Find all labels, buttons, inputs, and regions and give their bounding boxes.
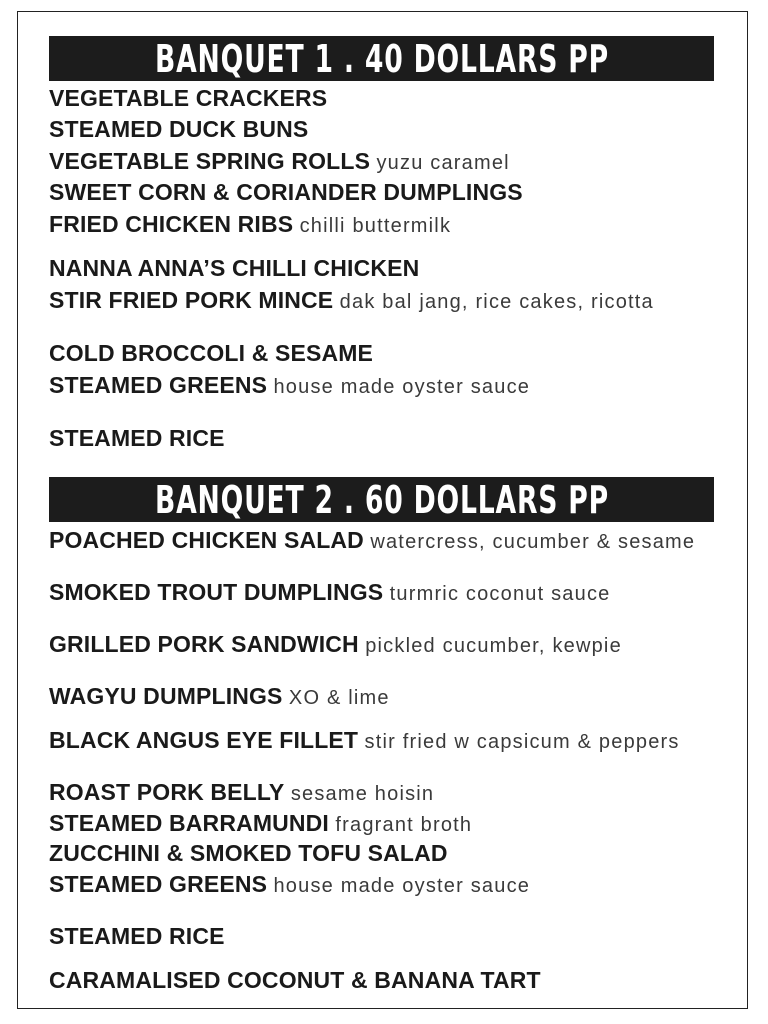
menu-item: BLACK ANGUS EYE FILLET stir fried w capsicum & peppers <box>49 727 680 753</box>
banquet-2-banner <box>49 477 714 522</box>
menu-item: STEAMED RICE <box>49 425 225 451</box>
menu-item: STEAMED RICE <box>49 923 225 949</box>
menu-item: STEAMED GREENS house made oyster sauce <box>49 372 531 398</box>
menu-item: STEAMED DUCK BUNS <box>49 116 309 142</box>
menu-item: STIR FRIED PORK MINCE dak bal jang, rice cakes, ricotta <box>49 287 654 313</box>
menu-item: COLD BROCCOLI & SESAME <box>49 340 374 366</box>
banquet-1-banner <box>49 36 714 81</box>
menu-item: SMOKED TROUT DUMPLINGS turmric coconut sauce <box>49 579 611 605</box>
banquet-2-title: BANQUET 2 . 60 DOLLARS PP <box>154 477 609 522</box>
menu-item: VEGETABLE CRACKERS <box>49 85 328 111</box>
menu-item: STEAMED BARRAMUNDI fragrant broth <box>49 810 473 836</box>
menu-item: FRIED CHICKEN RIBS chilli buttermilk <box>49 211 452 237</box>
menu-item: ROAST PORK BELLY sesame hoisin <box>49 779 435 805</box>
menu-item: WAGYU DUMPLINGS XO & lime <box>49 683 390 709</box>
banquet-1-title: BANQUET 1 . 40 DOLLARS PP <box>154 36 609 81</box>
menu-item: SWEET CORN & CORIANDER DUMPLINGS <box>49 179 523 205</box>
menu-item: ZUCCHINI & SMOKED TOFU SALAD <box>49 840 448 866</box>
menu-item: POACHED CHICKEN SALAD watercress, cucumber & sesame <box>49 527 696 553</box>
menu-item: VEGETABLE SPRING ROLLS yuzu caramel <box>49 148 510 174</box>
menu-item-dessert: CARAMALISED COCONUT & BANANA TART <box>49 967 541 993</box>
menu-item: NANNA ANNA’S CHILLI CHICKEN <box>49 255 420 281</box>
menu-item: STEAMED GREENS house made oyster sauce <box>49 871 531 897</box>
menu-item: GRILLED PORK SANDWICH pickled cucumber, kewpie <box>49 631 622 657</box>
